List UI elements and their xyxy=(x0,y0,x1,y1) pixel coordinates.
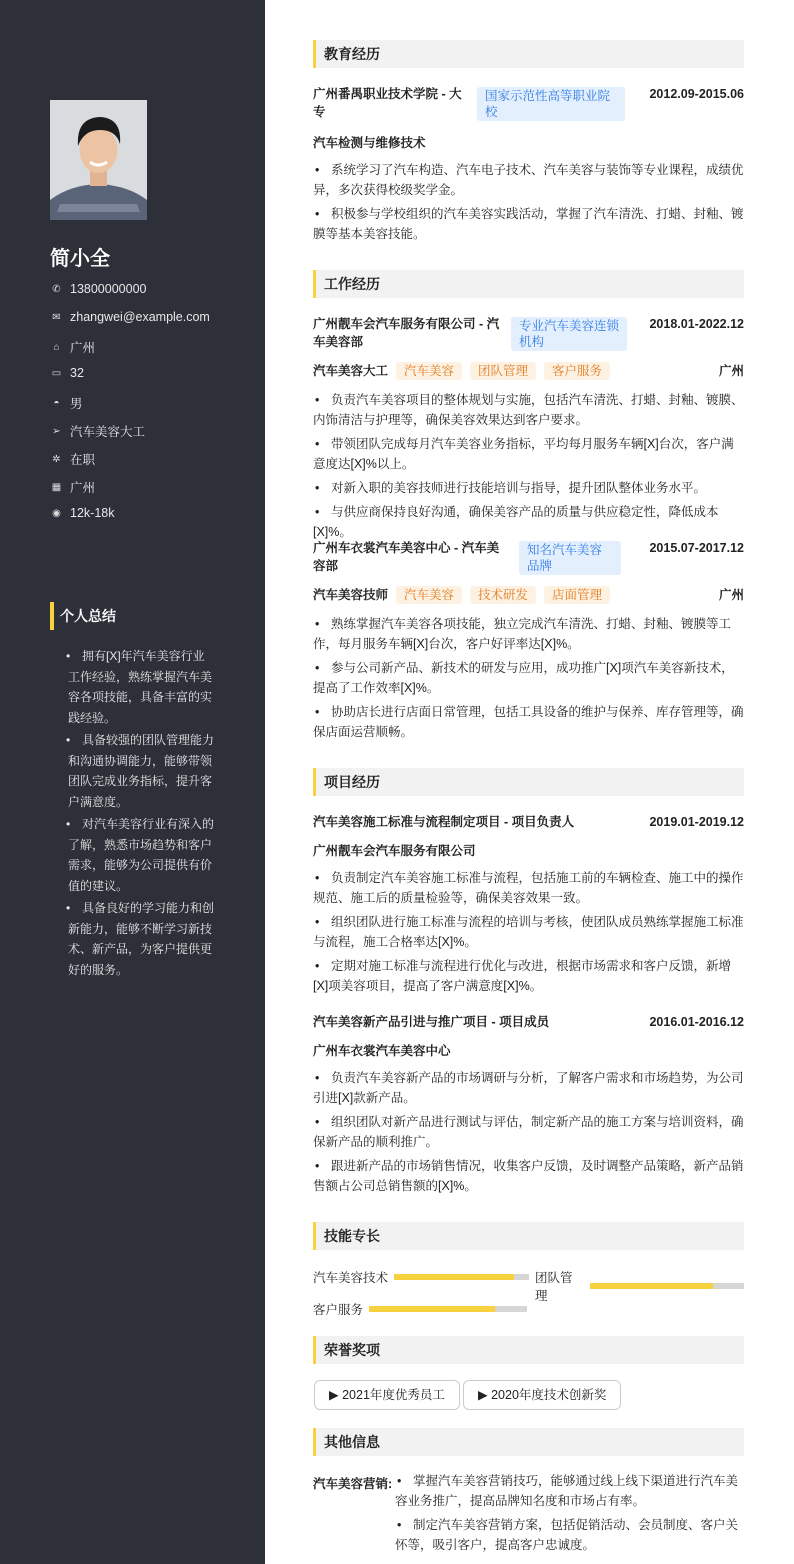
project-item: • 组织团队进行施工标准与流程的培训与考核，使团队成员熟练掌握施工标准与流程，施工合格率达[X]%。 xyxy=(313,912,744,952)
skill-bar-fill xyxy=(394,1274,514,1280)
profile-photo xyxy=(50,100,147,220)
education-row xyxy=(313,85,744,121)
triangle-icon: ▶ xyxy=(478,1388,492,1402)
projects-heading: 项目经历 xyxy=(313,768,744,796)
duty-item: • 对新入职的美容技师进行技能培训与指导，提升团队整体业务水平。 xyxy=(313,478,744,498)
phone-text: 13800000000 xyxy=(70,282,147,296)
project-row xyxy=(313,813,744,831)
company-tag: 专业汽车美容连锁机构 xyxy=(511,317,627,351)
project-item: • 负责汽车美容新产品的市场调研与分析，了解客户需求和市场趋势，为公司引进[X]款新产品。 xyxy=(313,1068,744,1108)
triangle-icon: ▶ xyxy=(329,1388,343,1402)
skill-tag: 客户服务 xyxy=(544,362,610,380)
position-text: 汽车美容大工 xyxy=(70,425,146,439)
job-city: 广州 xyxy=(718,588,744,602)
company-tag: 知名汽车美容品牌 xyxy=(519,541,621,575)
job-row xyxy=(313,539,744,575)
other-label: 汽车美容营销: xyxy=(313,1477,393,1491)
other-list xyxy=(395,1471,744,1559)
skill-bar xyxy=(590,1283,744,1289)
company-name: 广州车衣裳汽车美容中心 - 汽车美容部 xyxy=(313,541,500,573)
awards-heading: 荣誉奖项 xyxy=(313,1336,744,1364)
project-duties xyxy=(313,868,744,1000)
job-city: 广州 xyxy=(718,364,744,378)
award-text: 2021年度优秀员工 xyxy=(342,1388,445,1402)
job-date: 2015.07-2017.12 xyxy=(649,541,744,555)
duty-item: • 带领团队完成每月汽车美容业务指标，平均每月服务车辆[X]台次，客户满意度达[X]%以上。 xyxy=(313,434,744,474)
other-item: • 制定汽车美容营销方案，包括促销活动、会员制度、客户关怀等，吸引客户，提高客户忠诚度。 xyxy=(395,1515,744,1555)
skill-item xyxy=(313,1300,527,1318)
skill-tag: 汽车美容 xyxy=(396,362,462,380)
sidebar xyxy=(0,0,265,1564)
salary-text: 12k-18k xyxy=(70,506,115,520)
skill-bar xyxy=(394,1274,529,1280)
duty-item: • 熟练掌握汽车美容各项技能，独立完成汽车清洗、打蜡、封釉、镀膜等工作，每月服务车辆[X]台次，客户好评率达[X]%。 xyxy=(313,614,744,654)
education-date: 2012.09-2015.06 xyxy=(649,87,744,101)
location-text: 广州 xyxy=(70,341,96,355)
status-text: 在职 xyxy=(70,453,96,467)
summary-item: • 具备较强的团队管理能力和沟通协调能力，能够带领团队完成业务指标，提升客户满意度。 xyxy=(68,730,216,812)
job-duties xyxy=(313,390,744,546)
send-icon: ➢ xyxy=(52,425,61,437)
education-heading: 教育经历 xyxy=(313,40,744,68)
building-icon: ▦ xyxy=(51,481,62,493)
duty-item: • 与供应商保持良好沟通，确保美容产品的质量与供应稳定性，降低成本[X]%。 xyxy=(313,502,744,542)
skill-bar xyxy=(369,1306,527,1312)
other-heading: 其他信息 xyxy=(313,1428,744,1456)
phone-icon: ✆ xyxy=(52,283,61,295)
school-name: 广州番禺职业技术学院 - 大专 xyxy=(313,87,462,119)
project-row xyxy=(313,1013,744,1031)
salary-info xyxy=(50,506,114,520)
skill-bar-fill xyxy=(590,1283,713,1289)
skill-name: 团队管理 xyxy=(535,1271,573,1303)
skill-bar-fill xyxy=(369,1306,495,1312)
project-name: 汽车美容新产品引进与推广项目 - 项目成员 xyxy=(313,1015,550,1029)
project-date: 2016.01-2016.12 xyxy=(649,1015,744,1029)
role-title: 汽车美容大工 xyxy=(313,364,389,378)
skill-item xyxy=(535,1268,744,1304)
job-date: 2018.01-2022.12 xyxy=(649,317,744,331)
city-info xyxy=(50,478,95,496)
skill-item xyxy=(313,1268,529,1286)
project-date: 2019.01-2019.12 xyxy=(649,815,744,829)
duty-item: • 负责汽车美容项目的整体规划与实施，包括汽车清洗、打蜡、封釉、镀膜、内饰清洁与护理等，确保美容效果达到客户要求。 xyxy=(313,390,744,430)
summary-list xyxy=(68,646,216,982)
phone-info xyxy=(50,282,146,296)
project-item: • 组织团队对新产品进行测试与评估，制定新产品的施工方案与培训资料，确保新产品的顺利推广。 xyxy=(313,1112,744,1152)
award-badge xyxy=(314,1380,460,1410)
age-info xyxy=(50,366,84,380)
role-title: 汽车美容技师 xyxy=(313,588,389,602)
mail-icon: ✉ xyxy=(52,311,61,323)
major: 汽车检测与维修技术 xyxy=(313,136,426,150)
status-icon: ✲ xyxy=(52,453,61,465)
status-info xyxy=(50,450,95,468)
project-duties xyxy=(313,1068,744,1200)
skill-tag: 技术研发 xyxy=(470,586,536,604)
salary-icon: ◉ xyxy=(52,507,61,519)
skills-heading: 技能专长 xyxy=(313,1222,744,1250)
cake-icon: ▭ xyxy=(51,367,62,379)
project-item: • 负责制定汽车美容施工标准与流程，包括施工前的车辆检查、施工中的操作规范、施工后的质量检验等，确保美容效果一致。 xyxy=(313,868,744,908)
skill-tag: 店面管理 xyxy=(544,586,610,604)
role-row xyxy=(313,362,744,380)
skill-name: 汽车美容技术 xyxy=(313,1271,389,1285)
work-heading: 工作经历 xyxy=(313,270,744,298)
education-item: • 系统学习了汽车构造、汽车电子技术、汽车美容与装饰等专业课程，成绩优异，多次获得校级奖学金。 xyxy=(313,160,744,200)
gender-text: 男 xyxy=(70,397,83,411)
project-org: 广州车衣裳汽车美容中心 xyxy=(313,1044,451,1058)
job-duties xyxy=(313,614,744,746)
skill-tag: 团队管理 xyxy=(470,362,536,380)
skill-tag: 汽车美容 xyxy=(396,586,462,604)
gender-info xyxy=(50,394,83,412)
summary-item: • 对汽车美容行业有深入的了解，熟悉市场趋势和客户需求，能够为公司提供有价值的建议。 xyxy=(68,814,216,896)
age-text: 32 xyxy=(70,366,84,380)
summary-heading: 个人总结 xyxy=(50,602,116,630)
duty-item: • 协助店长进行店面日常管理，包括工具设备的维护与保养、库存管理等，确保店面运营顺畅。 xyxy=(313,702,744,742)
project-name: 汽车美容施工标准与流程制定项目 - 项目负责人 xyxy=(313,815,575,829)
skill-name: 客户服务 xyxy=(313,1303,364,1317)
gender-icon: ◓ xyxy=(53,397,60,409)
education-item: • 积极参与学校组织的汽车美容实践活动，掌握了汽车清洗、打蜡、封釉、镀膜等基本美容技能。 xyxy=(313,204,744,244)
project-item: • 定期对施工标准与流程进行优化与改进，根据市场需求和客户反馈，新增[X]项美容项目，提高了客户满意度[X]%。 xyxy=(313,956,744,996)
award-text: 2020年度技术创新奖 xyxy=(491,1388,607,1402)
other-item: • 掌握汽车美容营销技巧，能够通过线上线下渠道进行汽车美容业务推广，提高品牌知名度和市场占有率。 xyxy=(395,1471,744,1511)
company-name: 广州靓车会汽车服务有限公司 - 汽车美容部 xyxy=(313,317,500,349)
email-info xyxy=(50,310,210,324)
candidate-name: 简小全 xyxy=(50,248,110,270)
job-row xyxy=(313,315,744,351)
home-icon: ⌂ xyxy=(53,341,60,353)
summary-item: • 具备良好的学习能力和创新能力，能够不断学习新技术、新产品，为客户提供更好的服务。 xyxy=(68,898,216,980)
position-info xyxy=(50,422,145,440)
summary-item: • 拥有[X]年汽车美容行业工作经验，熟练掌握汽车美容各项技能，具备丰富的实践经验。 xyxy=(68,646,216,728)
project-org: 广州靓车会汽车服务有限公司 xyxy=(313,844,476,858)
education-list xyxy=(313,160,744,248)
email-text: zhangwei@example.com xyxy=(70,310,210,324)
school-tag: 国家示范性高等职业院校 xyxy=(477,87,625,121)
duty-item: • 参与公司新产品、新技术的研发与应用，成功推广[X]项汽车美容新技术，提高了工作效率[X]%。 xyxy=(313,658,744,698)
role-row xyxy=(313,586,744,604)
project-item: • 跟进新产品的市场销售情况，收集客户反馈，及时调整产品策略，新产品销售额占公司总销售额的[X]%。 xyxy=(313,1156,744,1196)
award-badge xyxy=(463,1380,621,1410)
location-info xyxy=(50,338,95,356)
city-text: 广州 xyxy=(70,481,96,495)
